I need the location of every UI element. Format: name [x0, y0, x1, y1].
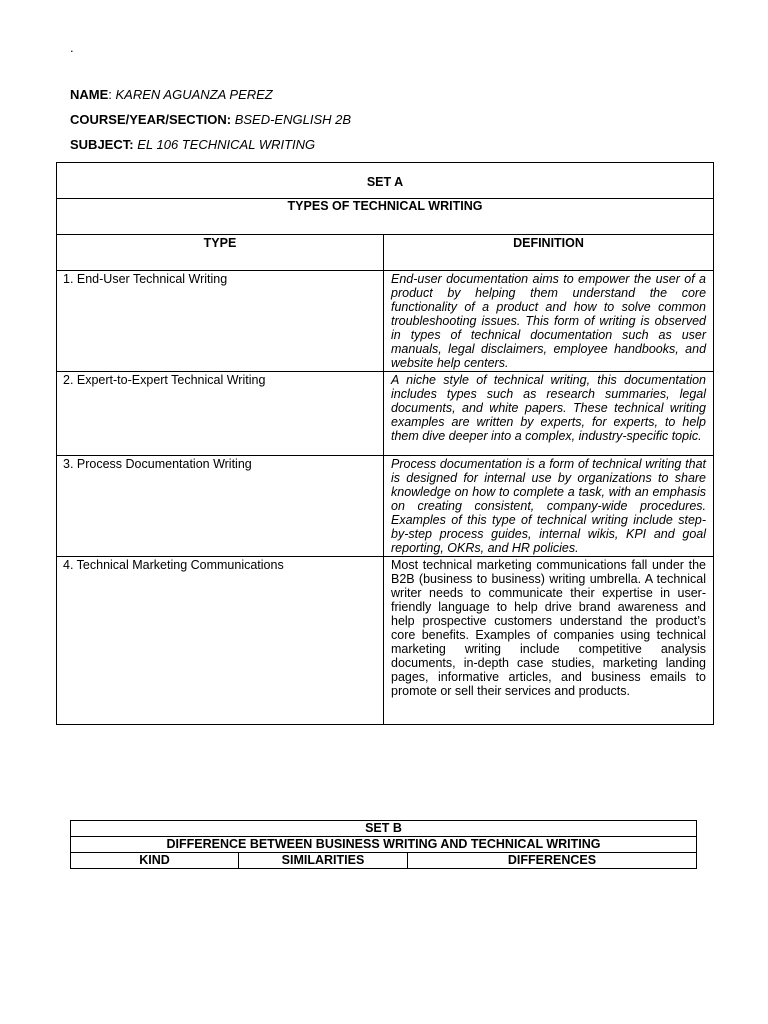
table-row	[57, 372, 714, 456]
definition-cell: A niche style of technical writing, this documentation includes types such as research summaries, legal documents, and white papers. These technical writing examples are written by experts, for experts, to help them dive deeper into a complex, industry-specific topic.	[384, 372, 714, 456]
set-b-subtitle: DIFFERENCE BETWEEN BUSINESS WRITING AND TECHNICAL WRITING	[71, 837, 697, 853]
table-row	[57, 557, 714, 725]
type-cell: 3. Process Documentation Writing	[57, 456, 384, 557]
subject-label: SUBJECT:	[70, 137, 134, 152]
differences-column-header: DIFFERENCES	[408, 853, 697, 869]
type-cell: 2. Expert-to-Expert Technical Writing	[57, 372, 384, 456]
set-b-table	[70, 820, 697, 869]
type-column-header: TYPE	[57, 235, 384, 271]
definition-cell: Process documentation is a form of technical writing that is designed for internal use by organizations to share knowledge on how to complete a task, with an emphasis on creating consistent, company-wide procedures. Examples of this type of technical writing include step-by-step process guides, internal wikis, KPI and goal reporting, OKRs, and HR policies.	[384, 456, 714, 557]
name-label: NAME	[70, 87, 109, 102]
subject-line	[70, 137, 315, 152]
definition-cell: End-user documentation aims to empower the user of a product by helping them understand the core functionality of a product and how to solve common troubleshooting issues. This form of writing is observed in types of technical documentation such as user manuals, legal disclaimers, employee handbooks, and website help centers.	[384, 271, 714, 372]
course-value: BSED-ENGLISH 2B	[234, 112, 352, 127]
table-row	[57, 271, 714, 372]
definition-column-header: DEFINITION	[384, 235, 714, 271]
definition-cell: Most technical marketing communications fall under the B2B (business to business) writing umbrella. A technical writer needs to communicate their expertise in user-friendly language to help drive brand awareness and help prospective customers understand the product’s core benefits. Examples of companies using technical marketing writing include competitive analysis documents, in-depth case studies, marketing landing pages, informative articles, and business emails to promote or sell their services and products.	[384, 557, 714, 725]
kind-column-header: KIND	[71, 853, 239, 869]
similarities-column-header: SIMILARITIES	[239, 853, 408, 869]
set-a-table	[56, 162, 714, 725]
course-line	[70, 112, 351, 127]
stray-dot: .	[70, 40, 74, 55]
table-row	[57, 456, 714, 557]
set-a-subtitle: TYPES OF TECHNICAL WRITING	[57, 199, 714, 235]
type-cell: 1. End-User Technical Writing	[57, 271, 384, 372]
name-line: NAME: KAREN AGUANZA PEREZ	[70, 87, 273, 102]
name-value: KAREN AGUANZA PEREZ	[115, 87, 273, 102]
course-label: COURSE/YEAR/SECTION:	[70, 112, 232, 127]
set-a-title: SET A	[57, 163, 714, 199]
subject-value: EL 106 TECHNICAL WRITING	[137, 137, 316, 152]
set-b-title: SET B	[71, 821, 697, 837]
type-cell: 4. Technical Marketing Communications	[57, 557, 384, 725]
